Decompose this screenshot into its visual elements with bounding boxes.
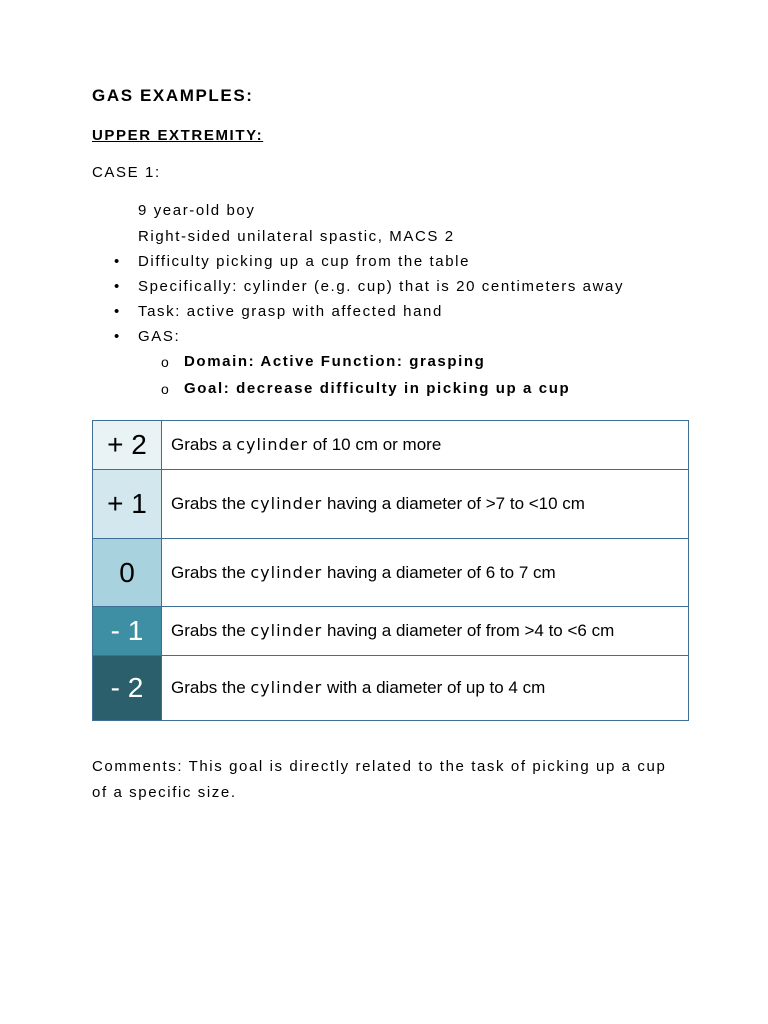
- sub-bullet-icon: o: [161, 354, 169, 370]
- bullet-icon: •: [114, 303, 120, 320]
- gas-domain: Domain: Active Function: grasping: [184, 353, 486, 370]
- description-keyword: cylinder: [250, 494, 323, 513]
- table-row: [93, 470, 689, 539]
- bullet-item: Task: active grasp with affected hand: [138, 303, 443, 320]
- sub-bullet-icon: o: [161, 381, 169, 397]
- description-keyword: cylinder: [250, 562, 323, 582]
- description-text: Grabs a: [171, 435, 237, 454]
- description-text: Grabs the: [171, 678, 251, 697]
- bullet-icon: •: [114, 253, 120, 270]
- description-text: having a diameter of 6 to 7 cm: [322, 562, 556, 582]
- gas-goal: Goal: decrease difficulty in picking up a cup: [184, 380, 571, 397]
- description-cell: [162, 539, 689, 607]
- bullet-icon: •: [114, 328, 120, 345]
- description-cell: [162, 470, 689, 539]
- score-cell: + 2: [93, 421, 162, 470]
- score-cell: + 1: [93, 470, 162, 539]
- description-cell: [162, 656, 689, 721]
- description-text: Grabs the: [171, 562, 251, 582]
- gas-scale-table: [92, 420, 689, 721]
- bullet-item: Difficulty picking up a cup from the table: [138, 253, 471, 270]
- description-text: with a diameter of up to 4 cm: [322, 678, 546, 697]
- comments-paragraph: Comments: This goal is directly related to the task of picking up a cup of a specific size.: [92, 758, 667, 801]
- case-label: CASE 1:: [92, 164, 161, 181]
- page-title: GAS EXAMPLES:: [92, 86, 254, 105]
- section-heading: UPPER EXTREMITY:: [92, 127, 264, 144]
- score-cell: - 1: [93, 607, 162, 656]
- description-text: Grabs the: [171, 621, 251, 640]
- description-cell: [162, 607, 689, 656]
- description-keyword: cylinder: [236, 435, 309, 454]
- score-cell: 0: [93, 539, 162, 607]
- bullet-item: Specifically: cylinder (e.g. cup) that is 20 centimeters away: [138, 278, 625, 295]
- table-row: [93, 656, 689, 721]
- patient-age: 9 year-old boy: [138, 202, 256, 219]
- description-keyword: cylinder: [250, 678, 323, 697]
- description-cell: [162, 421, 689, 470]
- description-text: having a diameter of >7 to <10 cm: [322, 494, 585, 513]
- score-cell: - 2: [93, 656, 162, 721]
- description-text: of 10 cm or more: [308, 435, 442, 454]
- table-row: [93, 421, 689, 470]
- table-row: [93, 607, 689, 656]
- bullet-icon: •: [114, 278, 120, 295]
- description-keyword: cylinder: [250, 621, 323, 640]
- patient-diagnosis: Right-sided unilateral spastic, MACS 2: [138, 228, 455, 245]
- description-text: Grabs the: [171, 494, 251, 513]
- bullet-item: GAS:: [138, 328, 181, 345]
- description-text: having a diameter of from >4 to <6 cm: [322, 621, 615, 640]
- table-row: [93, 539, 689, 607]
